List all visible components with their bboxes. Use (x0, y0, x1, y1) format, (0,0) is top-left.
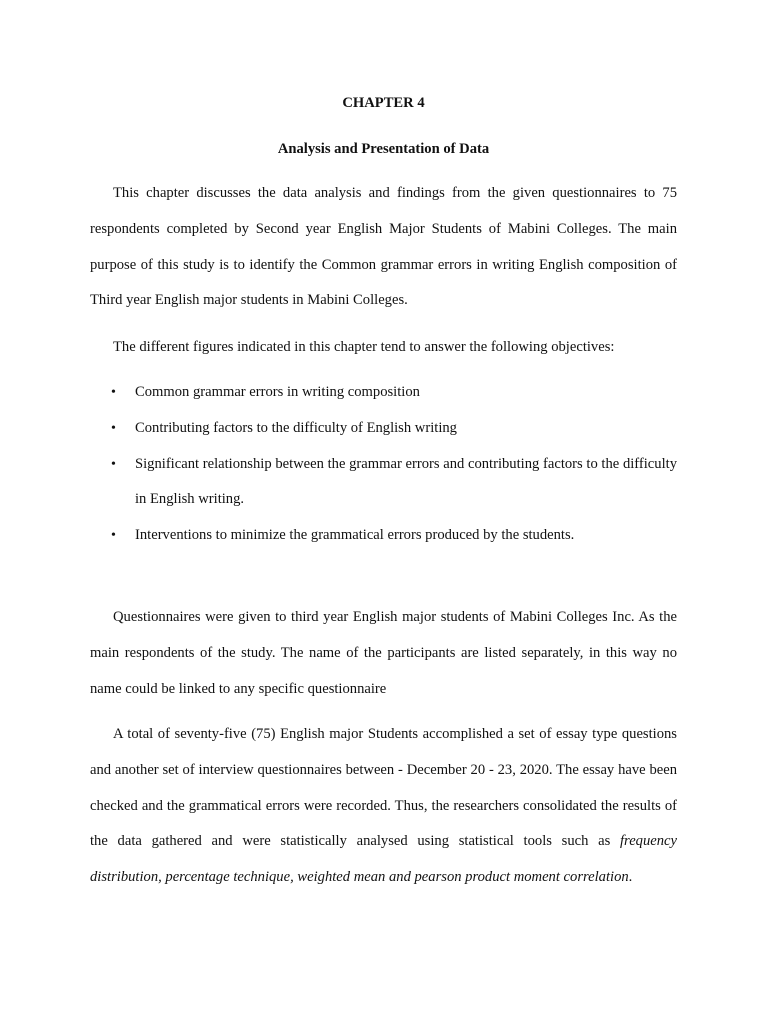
objective-text: Common grammar errors in writing composition (135, 384, 420, 400)
statistical-tools-text: frequency distribution, percentage technique, weighted mean and pearson product moment correlation (90, 833, 677, 886)
methodology-text: A total of seventy-five (75) English major Students accomplished a set of essay type questions and another set of interview questionnaires between - December 20 - 23, 2020. The essay have been checked and the grammatical errors were recorded. Thus, the researchers consolidated the results of the data gathered and were statistically analysed using statistical tools such as (90, 726, 677, 850)
list-item (90, 411, 677, 447)
methodology-end-text: . (628, 869, 633, 886)
bullet-icon: • (111, 456, 116, 472)
list-item (90, 375, 677, 411)
bullet-icon: • (111, 385, 116, 400)
objective-text: Contributing factors to the difficulty of English writing (135, 419, 457, 436)
list-item (90, 518, 677, 554)
intro-paragraph: This chapter discusses the data analysis and findings from the given questionnaires to 75 respondents completed by Second year English Major Students of Mabini Colleges. The main purpose of this study is to identify the Common grammar errors in writing English composition of Third year English major students in Mabini Colleges. (90, 185, 677, 309)
list-item (90, 447, 677, 519)
chapter-subtitle: Analysis and Presentation of Data (277, 141, 490, 157)
chapter-heading: CHAPTER 4 (342, 95, 425, 111)
objectives-list (90, 375, 677, 554)
objective-text: Significant relationship between the grammar errors and contributing factors to the difficulty in English writing. (135, 455, 677, 508)
respondents-paragraph: Questionnaires were given to third year English major students of Mabini Colleges Inc. As the main respondents of the study. The name of the participants are listed separately, in this way no name could be linked to any specific questionnaire (90, 609, 677, 697)
bullet-icon: • (111, 420, 116, 436)
methodology-paragraph (90, 717, 677, 896)
objectives-intro-paragraph: The different figures indicated in this chapter tend to answer the following objectives: (113, 339, 615, 355)
bullet-icon: • (111, 528, 116, 544)
objective-text: Interventions to minimize the grammatical errors produced by the students. (135, 527, 575, 544)
